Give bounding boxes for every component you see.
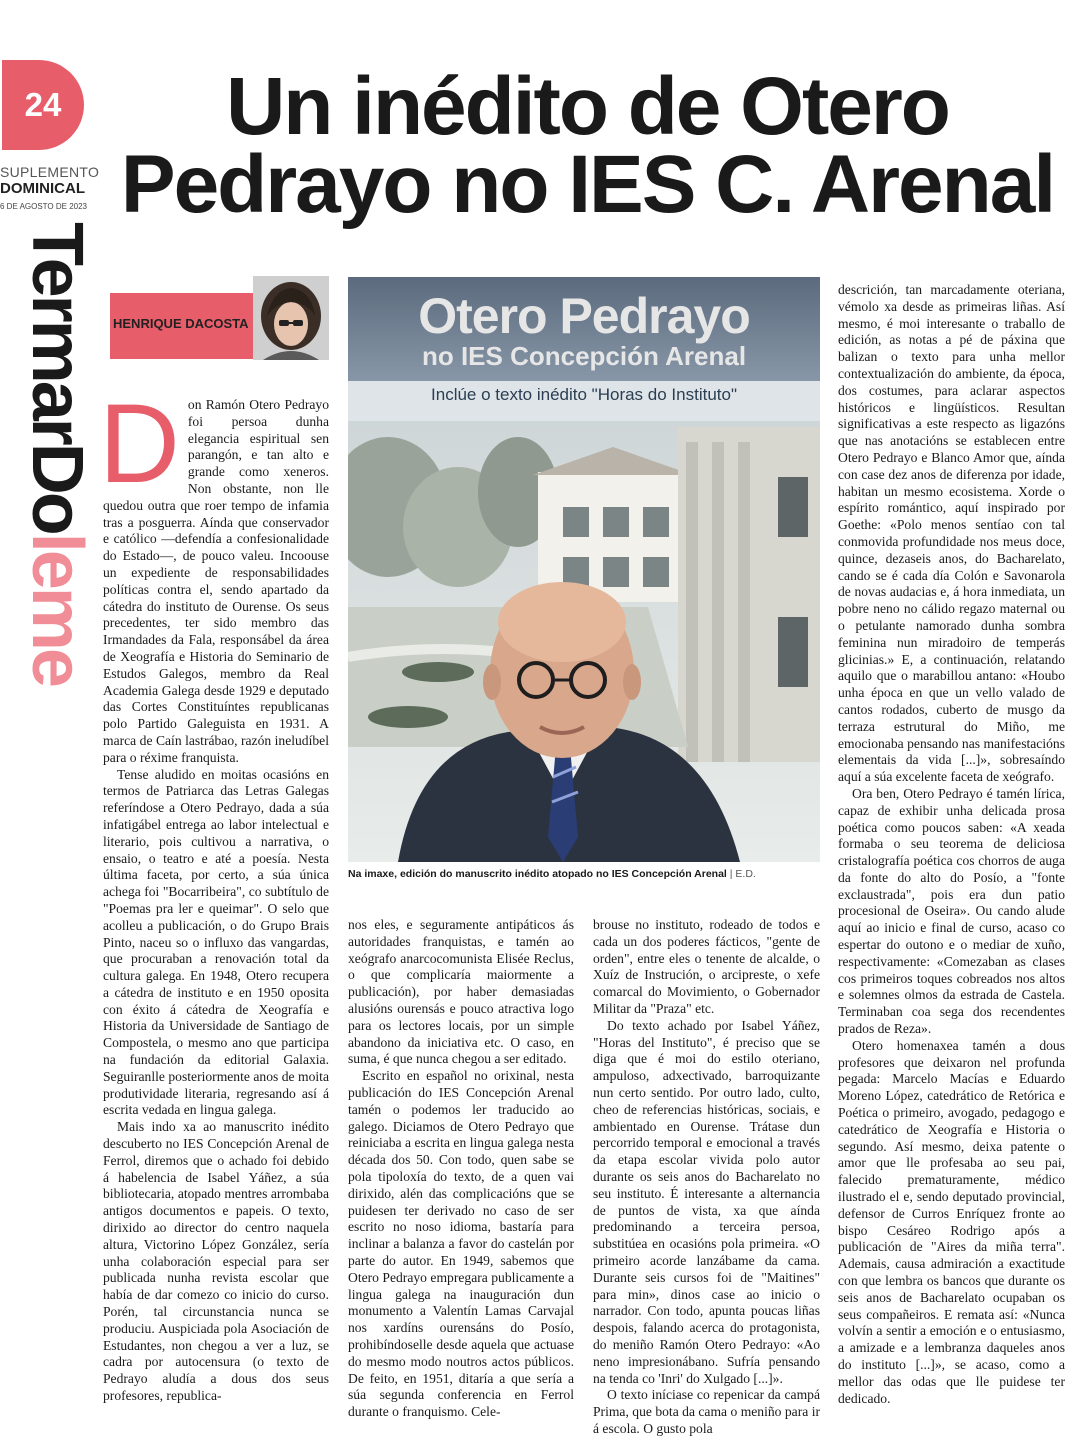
paragraph: Escrito en español no orixinal, nesta publicación do IES Concepción Arenal tamén o podemos ler traducido ao galego. Diciamos de Otero Pedrayo que reiniciaba a escrita en lingua galega nesta década dos 50. Con todo, quen sabe se pola tipoloxía do texto, de a quen vai dirixido, alén das complicacións que se puidesen ter derivado no caso de ser escrito no noso idioma, bastaría para inclinar a balanza a favor do castelán por parte do autor. En 1949, sabemos que Otero Pedrayo empregara publicamente a lingua galega na inauguración dun monumento a Valentín Lamas Carvajal nos xardíns ourensáns do Posío, prohibíndoselle desde aquela que actuase do mesmo modo noutros actos públicos. De feito, en 1951, ditaría a que sería a súa segunda conferencia en Ferrol durante o franquismo. Cele-: [348, 1068, 574, 1420]
paragraph: Mais indo xa ao manuscrito inédito descuberto no IES Concepción Arenal de Ferrol, diremos que o achado foi debido á habelencia de Isabel Yáñez, a súa bibliotecaria, atopado mentres arrombaba antigos documentos e papeis. O texto, dirixido ao director do centro naquela altura, Victorino López González, sería unha colaboración especial para ser publicada nunha revista escolar que había de dar comezo co inicio do curso. Porén, tal circunstancia nunca se produciu. Auspiciada pola Asociación de Estudantes, non chegou a ver a luz, se cadra por autocensura (o texto de Pedrayo aludía a dous dos seus profesores, republica-: [103, 1119, 329, 1404]
section-title-dark: TermarDo: [17, 222, 97, 533]
paragraph-text: on Ramón Otero Pedrayo foi persoa dunha elegancia espiritual sen parangón, e tan alto e grande como xeneros. Non obstante, non lle quedou outra que roer tempo de infamia tras a posguerra. Aínda que conservador e católico —defendía a confesionalidade do Estado—, de pouco valeu. Incoouse un expediente de responsabilidades políticas contra el, sendo apartado da cátedra do instituto de Ourense. Os seus precedentes, ter sido membro das Irmandades da Fala, responsábel da área de Xeografía e Historia do Seminario de Estudos Galegos, membro da Real Academia Galega desde 1929 e deputado das Cortes Constituíntes republicanas polo Partido Galeguista en 1931. A marca de Caín lastrábao, razón ineludíbel para o réxime franquista.: [103, 397, 329, 765]
headline: [105, 61, 1070, 230]
supplement-label: SUPLEMENTO: [0, 164, 100, 180]
article-column-4: [838, 282, 1065, 1407]
headline-line1: Un inédito de Otero: [226, 61, 949, 152]
page-number: 24: [24, 86, 62, 123]
book-cover-photo: [348, 277, 820, 862]
cover-subtitle: Inclúe o texto inédito "Horas do Instituto": [431, 385, 737, 404]
dominical-label: DOMINICAL: [0, 180, 85, 197]
article-column-2: [348, 917, 574, 1421]
cover-title-line2: no IES Concepción Arenal: [421, 341, 747, 371]
drop-cap: D: [99, 381, 180, 506]
page-number-badge: [2, 60, 84, 150]
paragraph: O texto iníciase co repenicar da campá Prima, que bota da cama o meniño para ir á escola. O gusto pola: [593, 1387, 820, 1436]
paragraph: Tense aludido en moitas ocasións en termos de Patriarca das Letras Galegas referíndose a Otero Pedrayo, dada a súa infatigábel entrega ao labor intelectual e literario, pois cultivou a narrativa, o ensaio, o teatro e até a poesía. Nesta última faceta, por certo, a súa única achega foi "Bocarribeira", co subtítulo de "Poemas pra ler e queimar". O selo que acolleu a publicación, o do Grupo Brais Pinto, naceu so o influxo das vangardas, que procuraban a renovación total da cultura galega. En 1948, Otero recupera a cátedra de instituto e en 1950 oposita con éxito á cátedra de Xeografía e Historia da Universidade de Santiago de Compostela, o mesmo ano que participa na fundación da editorial Galaxia. Seguiranlle posteriormente anos de moita produtividade literaria, regresando así á escrita vedada en lingua galega.: [103, 766, 329, 1118]
article-column-1: [99, 381, 329, 1405]
paragraph: Ora ben, Otero Pedrayo é tamén lírica, capaz de exhibir unha delicada prosa poética como poucos saben: «A xeada formaba o seu teorema de deliciosa cristalografía poética cos chorros de auga da fonte do alto do Posío, a "fonte exclaustrada", pois era dun patio procesional de Oseira». Ou cando alude aquí ao inicio e final de curso, acaso co espertar do outono e o mediar de xuño, respectivamente: «Comezaban as clases cos primeiros toques cobreados nos altos e solemnes olmos da estrada de Castela. Terminaban coa sega dos recendentes prados de Reza».: [838, 785, 1065, 1037]
issue-date: 6 DE AGOSTO DE 2023: [0, 202, 88, 211]
cover-title: Otero Pedrayo: [418, 288, 750, 344]
author-photo: [253, 276, 329, 360]
paragraph: nos eles, e seguramente antipáticos ás autoridades franquistas, e tamén ao xeógrafo anarcocomunista Elisée Reclus, o que complicaría maiormente a publicación), por haber demasiadas alusións ourensás e pouco atractiva logo para os lectores locais, por un simple abandono da iniciativa etc. O caso, en suma, é que nunca chegou a ser editado.: [348, 917, 574, 1067]
photo-caption: [348, 868, 828, 880]
author-name: HENRIQUE DACOSTA: [113, 316, 249, 331]
article-column-3: [593, 917, 820, 1438]
paragraph: Do texto achado por Isabel Yáñez, "Horas del Instituto", é preciso que se diga que é moi do estilo oteriano, ampuloso, adxectivado, barroquizante nun certo sentido. Por outro lado, culto, cheo de referencias históricas, sociais, e ambientado en Ourense. Trátase dun percorrido temporal e emocional a través da etapa escolar vivida polo autor durante os seis anos do Bacharelato no seu instituto. É interesante a alternancia de puntos de vista, xa que aínda predominando a terceira persoa, substitúea en ocasións pola primeira. «O primeiro acorde lanzábame da cama. Durante seis cursos foi de "Maitines" para min», dinos case ao inicio o narrador. Con todo, apunta poucas liñas despois, falando acerca do protagonista, do meniño Ramón Otero Pedrayo: «Ao neno impresionábano. Sufría pensando na tenda co 'Inri' do Xulgado [...]».: [593, 1017, 820, 1386]
section-title-pink: leme: [17, 532, 97, 685]
paragraph: brouse no instituto, rodeado de todos e cada un dos poderes fácticos, "gente de orden", entre eles o tenente de alcalde, o Xuíz de Instrución, o arcipreste, o xefe comarcal do Movimiento, o Gobernador Militar da "Praza" etc.: [593, 917, 820, 1016]
paragraph: Otero homenaxea tamén a dous profesores que deixaron nel profunda pegada: Marcelo Macías e Eduardo Moreno López, catedrático de Retórica e Poética o primeiro, avogado, pedagogo e catedrático de Xeografía e Historia o segundo. Así mesmo, deixa patente o amor que lle profesaba ao seu pai, falecido prematuramente, médico ilustrado el e, sendo deputado provincial, defensor de Curros Enríquez fronte ao bispo Cesáreo Rodrigo após a publicación de "Aires da miña terra". Ademais, causa admiración a exactitude con que lembra os bancos que durante os seis anos de Bacharelato ocupaban os seus compañeiros. E remata así: «Nunca volvín a sentir a emoción e o entusiasmo, a amizade e a lembranza daqueles anos do instituto [...]», se acaso, como a mellor das odas que lle puidese ter dedicado.: [838, 1037, 1065, 1406]
caption-text: Na imaxe, edición do manuscrito inédito atopado no IES Concepción Arenal: [348, 868, 727, 880]
paragraph: [99, 381, 329, 767]
photo-credit: | E.D.: [729, 868, 756, 880]
section-title: [17, 222, 97, 685]
headline-line2: Pedrayo no IES C. Arenal: [120, 139, 1055, 230]
paragraph: descrición, tan marcadamente oteriana, vémolo xa desde as primeiras liñas. Así mesmo, é moi interesante o traballo de edición, as notas a pé de páxina que balizan o texto para unha mellor contextualización do ambiente, da época, dos costumes, para aclarar aspectos históricos e lingüísticos. Resultan significativas a este respecto as ligazóns que nas anotacións se establecen entre Otero Pedrayo e Blanco Amor que, aínda con case dez anos de diferenza por idade, habitan un mesmo ecosistema. Xorde o espírito romántico, aquí inspirado por Goethe: «Polo menos sentíao con tal conmovida profundidade nos meus doce, quince, dezaseis anos, do Bacharelato, cando se é cada día Colón e Savonarola de novas audacias e, á hora inmediata, un pobre neno no cálido regazo maternal ou o petulante namorado dunha sombra feminina nun miradoiro de temperás glicinias.» E, a continuación, relatando aquilo que o marabillou antano: «Houbo unha época en que un vello valado de cantos rodados, cuberto de musgo da terraza estrutural do Miño, me emocionaba pensando nas manifestacións elementais da vida [...]», sobresaíndo aquí a súa excelente faceta de xeógrafo.: [838, 282, 1065, 785]
